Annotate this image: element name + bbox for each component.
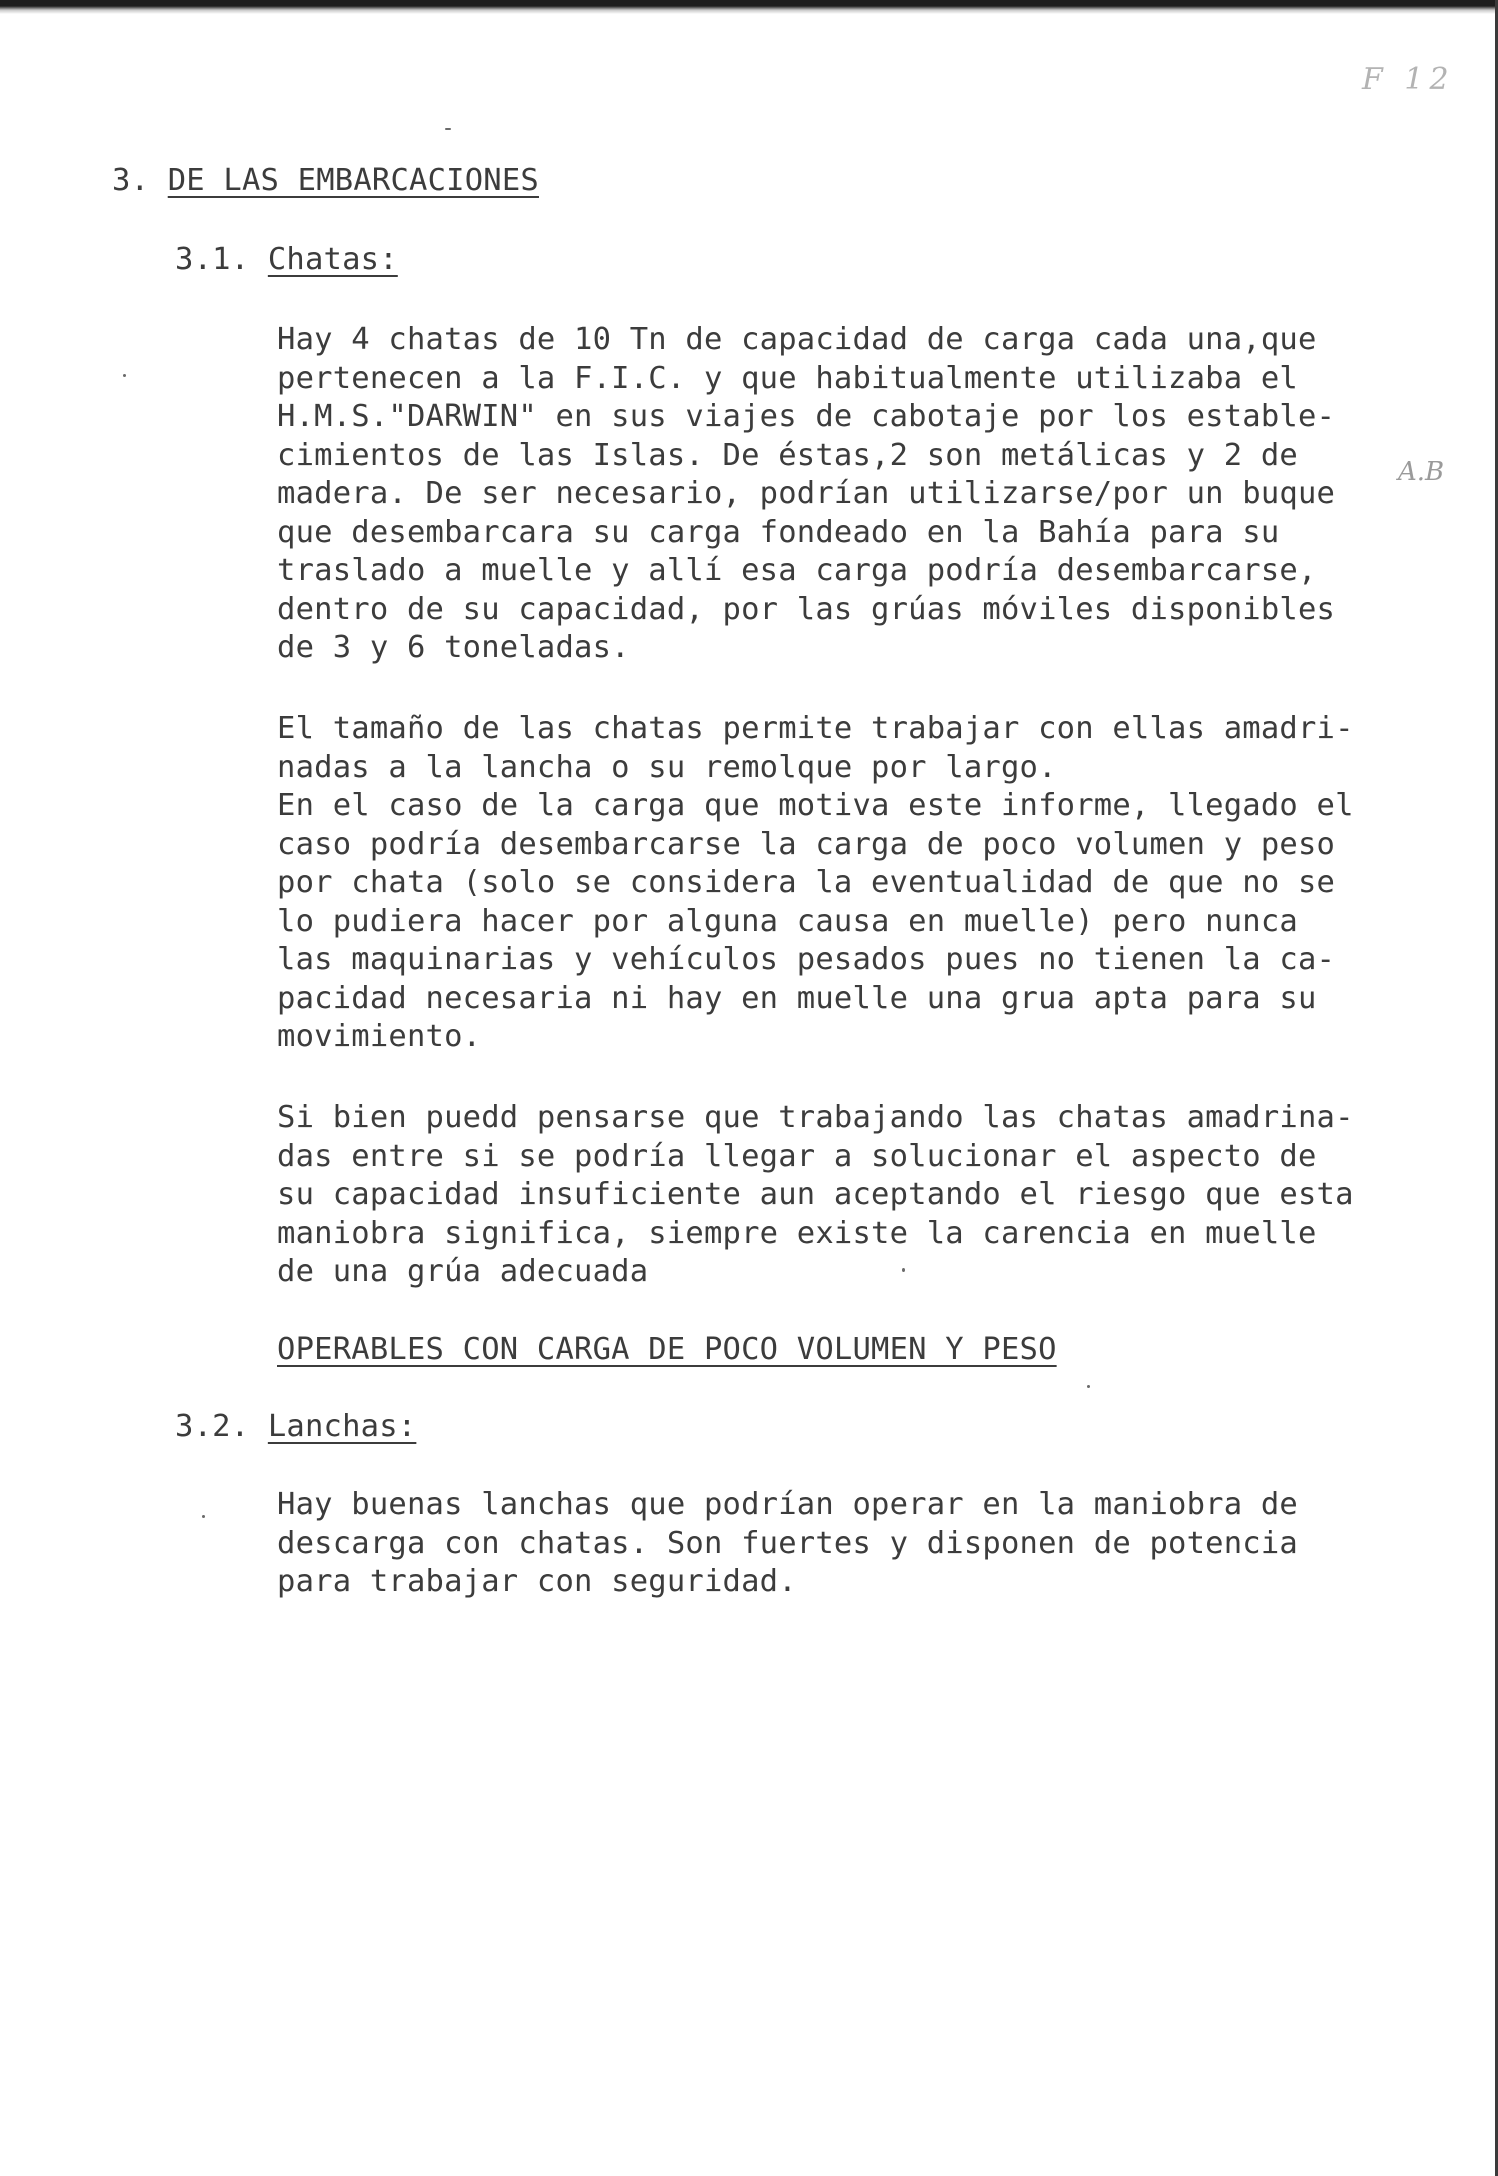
section-heading <box>112 162 539 201</box>
section-title: DE LAS EMBARCACIONES <box>167 163 539 198</box>
paragraph-chatas-capacity: Hay 4 chatas de 10 Tn de capacidad de carga cada una,que pertenecen a la F.I.C. y que habitualmente utilizaba el H.M.S."DARWIN" en sus viajes de cabotaje por los estable- cimientos de las Islas. De éstas,2 son metálicas y 2 de madera. De ser necesario, podrían utilizarse/por un buque que desembarcara su carga fondeado en la Bahía para su traslado a muelle y allí esa carga podría desembarcarse, dentro de su capacidad, por las grúas móviles disponibles de 3 y 6 toneladas. <box>277 322 1336 665</box>
paragraph-chatas-amadrinadas: Si bien puedd pensarse que trabajando las chatas amadrina- das entre si se podría llegar a solucionar el aspecto de su capacidad insuficiente aun aceptando el riesgo que esta maniobra significa, siempre existe la carencia en muelle de una grúa adecuada <box>277 1100 1354 1289</box>
scan-speck <box>123 374 126 377</box>
scan-top-edge <box>0 0 1498 14</box>
section-number: 3. <box>112 163 150 198</box>
folio-number: F 12 <box>1362 62 1455 97</box>
subsection-heading-lanchas <box>175 1408 416 1447</box>
subsection-number: 3.1. <box>175 242 250 277</box>
paragraph-chatas-size: El tamaño de las chatas permite trabajar con ellas amadri- nadas a la lancha o su remolque por largo. En el caso de la carga que motiva este informe, llegado el caso podría desembarcarse la carga de poco volumen y peso por chata (solo se considera la eventualidad de que no se lo pudiera hacer por alguna causa en muelle) pero nunca las maquinarias y vehículos pesados pues no tienen la ca- pacidad necesaria ni hay en muelle una grua apta para su movimiento. <box>277 711 1354 1054</box>
subsection-number: 3.2. <box>175 1409 250 1444</box>
paragraph-lanchas: Hay buenas lanchas que podrían operar en la maniobra de descarga con chatas. Son fuertes y disponen de potencia para trabajar con seguridad. <box>277 1487 1298 1599</box>
subsection-title: Lanchas: <box>267 1409 417 1444</box>
scan-speck <box>445 128 451 130</box>
scan-speck <box>902 1268 905 1272</box>
conclusion-operables: OPERABLES CON CARGA DE POCO VOLUMEN Y PESO <box>277 1332 1057 1367</box>
subsection-title: Chatas: <box>267 242 398 277</box>
subsection-heading-chatas <box>175 241 398 280</box>
margin-annotation: A.B <box>1398 457 1445 487</box>
scan-speck <box>1087 1385 1090 1388</box>
scan-speck <box>202 1515 205 1518</box>
